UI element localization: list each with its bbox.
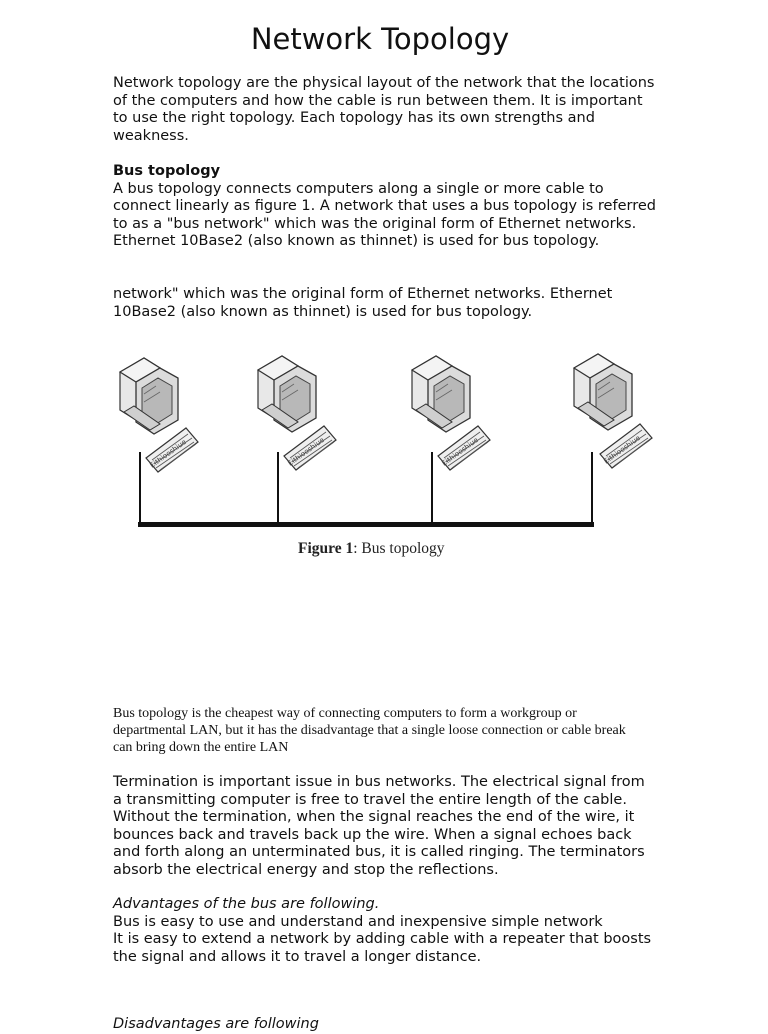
intro-paragraph: Network topology are the physical layout of the network that the locations of the computers and how the cable is run between them. It is important to use the right topology. Each topology has its own strengths and weakness. bbox=[113, 75, 655, 144]
computer-icon-4 bbox=[574, 354, 652, 468]
bus-section bbox=[113, 163, 658, 251]
figure-caption-text: : Bus topology bbox=[353, 540, 445, 557]
svg-text:Eithiooshiue: Eithiooshiue bbox=[286, 435, 326, 468]
bus-description: A bus topology connects computers along a single or more cable to connect linearly as figure 1. A network that uses a bus topology is referred to as a "bus network" which was the original form of Ethernet networks. Ethernet 10Base2 (also known as thinnet) is used for bus topology. bbox=[113, 180, 656, 249]
page-title: Network Topology bbox=[250, 22, 510, 56]
computer-icon-3 bbox=[412, 356, 490, 470]
svg-text:Eithiooshiue: Eithiooshiue bbox=[602, 433, 642, 466]
repeated-paragraph: network" which was the original form of Ethernet networks. Ethernet 10Base2 (also known as thinnet) is used for bus topology. bbox=[113, 286, 613, 320]
bus-cable bbox=[138, 522, 594, 527]
computer-icon-2 bbox=[258, 356, 336, 470]
svg-text:Eithiooshiue: Eithiooshiue bbox=[440, 435, 480, 468]
bus-heading: Bus topology bbox=[113, 163, 221, 179]
computer-icon-1 bbox=[120, 358, 198, 472]
svg-text:Eithiooshiue: Eithiooshiue bbox=[148, 437, 188, 470]
figure-label: Figure 1 bbox=[298, 540, 354, 557]
advantages-section bbox=[113, 896, 658, 966]
advantages-heading: Advantages of the bus are following. bbox=[113, 896, 380, 912]
termination-paragraph: Termination is important issue in bus networks. The electrical signal from a transmitting computer is free to travel the entire length of the cable. Without the termination, when the signal reaches the end of the wire, it bounces back and travels back up the wire. When a signal echoes back and forth along an unterminated bus, it is called ringing. The terminators absorb the electrical energy and stop the reflections. bbox=[113, 774, 645, 878]
bus-topology-diagram bbox=[108, 340, 668, 540]
disadvantages-heading: Disadvantages are following bbox=[113, 1016, 319, 1032]
disadvantages-section bbox=[113, 1016, 658, 1034]
advantage-item-1: Bus is easy to use and understand and inexpensive simple network bbox=[113, 913, 603, 930]
advantage-item-2: It is easy to extend a network by adding cable with a repeater that boosts the signal and allows it to travel a longer distance. bbox=[113, 931, 652, 965]
figure-caption bbox=[298, 540, 445, 558]
cheapest-paragraph: Bus topology is the cheapest way of connecting computers to form a workgroup or departmental LAN, but it has the disadvantage that a single loose connection or cable break can bring down the entire LAN bbox=[113, 706, 626, 755]
